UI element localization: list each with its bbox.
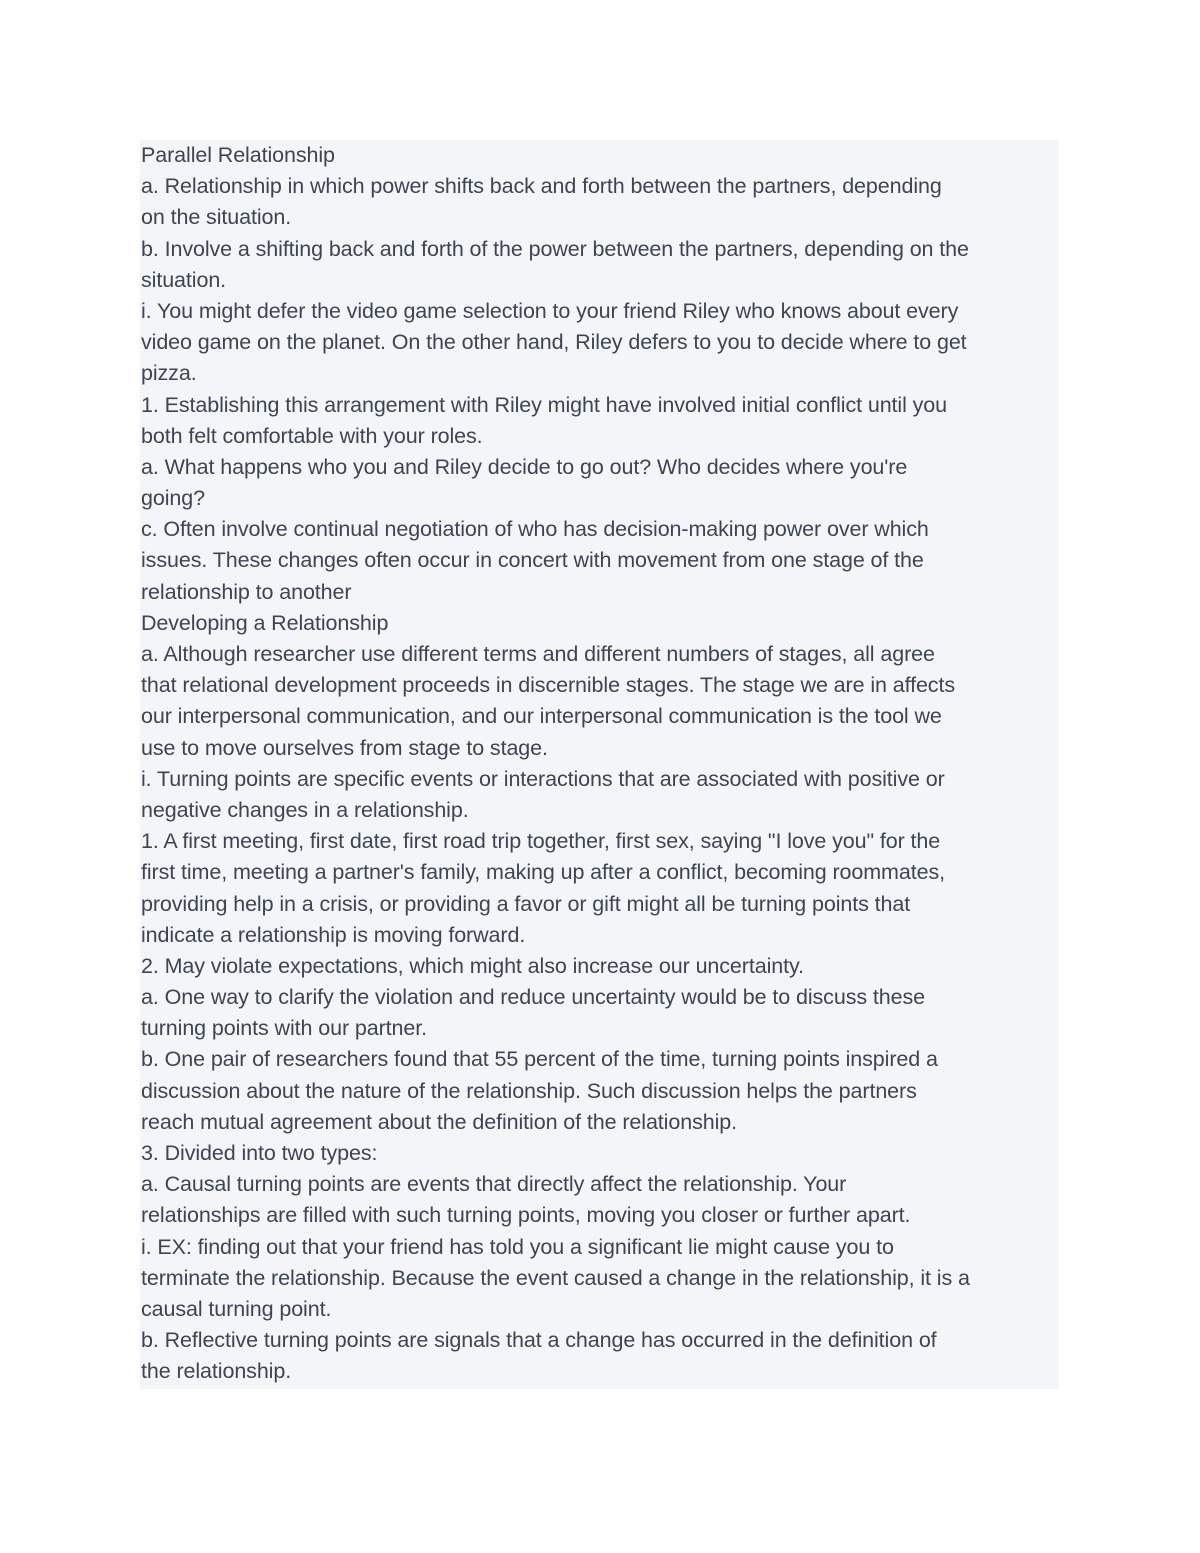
text-line: terminate the relationship. Because the event caused a change in the relationship, it is a xyxy=(141,1265,970,1290)
text-line: a. One way to clarify the violation and reduce uncertainty would be to discuss these xyxy=(141,985,925,1010)
text-line: causal turning point. xyxy=(141,1296,332,1321)
text-line: relationship to another xyxy=(141,579,352,604)
text-line: a. Although researcher use different terms and different numbers of stages, all agree xyxy=(141,642,935,666)
heading-developing-a-relationship: Developing a Relationship xyxy=(141,610,389,635)
text-line: relationships are filled with such turning points, moving you closer or further apart. xyxy=(141,1203,911,1228)
text-line: a. Causal turning points are events that directly affect the relationship. Your xyxy=(141,1172,847,1197)
text-line: turning points with our partner. xyxy=(141,1016,428,1041)
text-line: pizza. xyxy=(141,361,197,386)
text-line: both felt comfortable with your roles. xyxy=(141,423,483,448)
text-line: situation. xyxy=(141,267,227,292)
text-line: a. Relationship in which power shifts back and forth between the partners, depending xyxy=(141,174,942,199)
text-block xyxy=(140,140,1059,1389)
text-line: issues. These changes often occur in concert with movement from one stage of the xyxy=(141,548,924,573)
text-line: a. What happens who you and Riley decide to go out? Who decides where you're xyxy=(141,454,908,479)
text-line: video game on the planet. On the other hand, Riley defers to you to decide where to get xyxy=(141,330,967,355)
text-line: reach mutual agreement about the definition of the relationship. xyxy=(141,1109,737,1134)
text-line: going? xyxy=(141,486,205,511)
text-line: use to move ourselves from stage to stage. xyxy=(141,735,548,760)
text-line: 3. Divided into two types: xyxy=(141,1141,378,1165)
text-line: i. EX: finding out that your friend has told you a significant lie might cause you to xyxy=(141,1234,894,1259)
heading-parallel-relationship: Parallel Relationship xyxy=(141,143,335,167)
text-line: i. You might defer the video game selection to your friend Riley who knows about every xyxy=(141,298,959,323)
text-line: b. Involve a shifting back and forth of the power between the partners, depending on the xyxy=(141,236,969,261)
text-line: that relational development proceeds in discernible stages. The stage we are in affects xyxy=(141,673,955,698)
text-line: first time, meeting a partner's family, making up after a conflict, becoming roommates, xyxy=(141,860,945,885)
text-line: i. Turning points are specific events or interactions that are associated with positive or xyxy=(141,766,945,791)
text-line: providing help in a crisis, or providing a favor or gift might all be turning points that xyxy=(141,891,911,916)
text-line: negative changes in a relationship. xyxy=(141,797,469,822)
text-line: 1. A first meeting, first date, first road trip together, first sex, saying "I love you" for the xyxy=(141,829,941,854)
text-line: the relationship. xyxy=(141,1359,292,1384)
text-line: 2. May violate expectations, which might also increase our uncertainty. xyxy=(141,953,804,978)
text-line: indicate a relationship is moving forward. xyxy=(141,922,526,947)
text-line: b. Reflective turning points are signals that a change has occurred in the definition of xyxy=(141,1328,937,1353)
text-line: discussion about the nature of the relationship. Such discussion helps the partners xyxy=(141,1078,917,1103)
text-line: b. One pair of researchers found that 55 percent of the time, turning points inspired a xyxy=(141,1047,938,1072)
text-line: 1. Establishing this arrangement with Riley might have involved initial conflict until you xyxy=(141,392,948,417)
text-line: c. Often involve continual negotiation of who has decision-making power over which xyxy=(141,517,929,542)
text-line: on the situation. xyxy=(141,205,292,230)
text-line: our interpersonal communication, and our interpersonal communication is the tool we xyxy=(141,704,942,729)
